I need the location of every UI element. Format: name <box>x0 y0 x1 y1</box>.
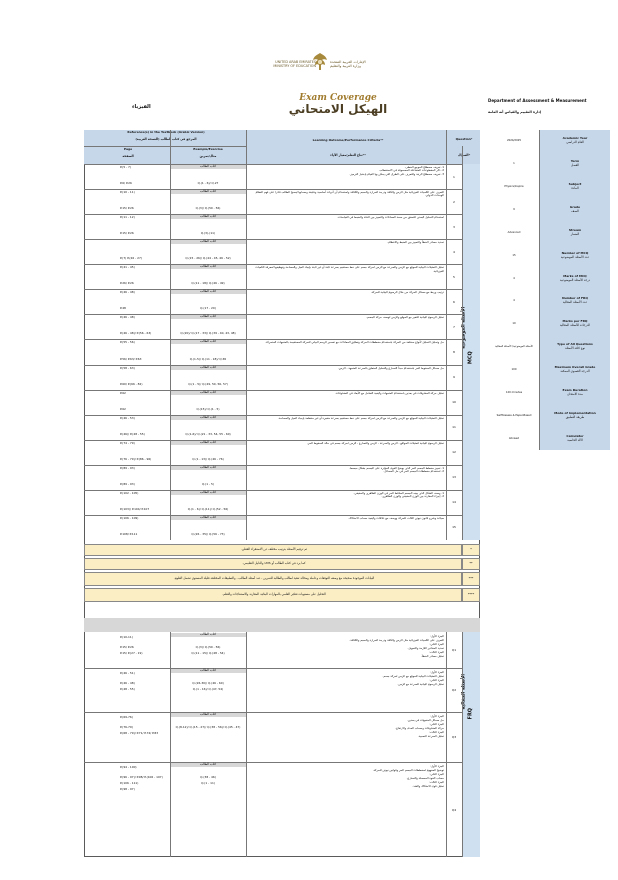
learning-outcome: تحليل التمثيلات البيانية للموقع مع الزمن والسرعة مع الزمن لحركة جسم على خط مستقيم بسرعة متغيرة أو غير منتظمة بإيجاد الميل والمساحة. <box>277 415 444 420</box>
header-divider <box>84 146 246 147</box>
note-mark: **** <box>467 592 475 596</box>
question-number: 10 <box>452 400 456 405</box>
side-value: 4 <box>513 276 515 280</box>
example-header-ar: مثال/تمرين <box>199 154 217 158</box>
side-label-en: Number of FRQ <box>562 296 588 301</box>
note-text: ثم ترقيم الأسئلة بترتيب مختلف عن الاستقراء الفعلي. <box>240 547 308 551</box>
page-ref-2: P.(46 - 48)/ P.(56 - 63) <box>120 331 152 336</box>
side-label-en: Grade <box>569 205 581 209</box>
outcome-header: Learning Outcome/Performance Criteria** <box>312 138 384 142</box>
question-number: 4 <box>453 249 455 254</box>
side-value: Physics/Inspire <box>504 185 524 189</box>
mcq-label-ar: الأسئلة الموضوعية <box>461 306 467 349</box>
side-label-ar: نوع كافة الأسئلة <box>564 346 586 351</box>
side-value: 10 <box>512 322 516 326</box>
moe-name-en: MINISTRY OF EDUCATION <box>273 64 316 68</box>
title-en: Exam Coverage <box>299 93 377 103</box>
learning-outcome: 1. وصف الشكل الذي يبينه الجسم الساقط الحر في الوزن الظاهري والحقيقي. 2. إجراء المقارنة بين الوزن الحقيقي والوزن الظاهري. <box>353 490 444 499</box>
question-number: 2 <box>453 199 455 204</box>
exercise-ref: Q.(1 - 5)/ Q.(49, 50, 56, 57) <box>188 381 228 386</box>
side-label-ar: الآلة الحاسبة <box>567 437 583 442</box>
side-label-en: Type of All Questions <box>557 342 593 347</box>
side-label-en: Marks of MCQ <box>563 273 587 278</box>
question-number: Q2 <box>451 688 457 692</box>
learning-outcome: تحديد مصادر الخطأ والتمييز بين الضبط والانتظام. <box>387 240 444 245</box>
mcq-label-en: MCQ <box>467 351 474 365</box>
side-label-ar: المسار <box>570 231 580 236</box>
question-number: 6 <box>453 299 455 304</box>
page-ref-2: P.(103)/ P.104/ P.107 <box>120 506 150 511</box>
frq-label-ar: الأسئلة المقالية <box>461 673 467 710</box>
page-header: Page <box>123 147 133 151</box>
book-label: كتاب الطالب <box>199 189 216 194</box>
side-value: 1 <box>513 162 515 166</box>
uae-name-en: UNITED ARAB EMIRATES <box>275 60 316 64</box>
page-ref-2: P.15/ P.26 P.15/ P.(27 - 19) <box>120 645 143 655</box>
question-number: 5 <box>453 274 455 279</box>
page-ref-1: P.(74 - 79) <box>120 440 135 445</box>
question-number: 11 <box>452 425 456 430</box>
side-label-en: Subject <box>568 182 582 187</box>
page-ref-1: P.(46 - 51) <box>120 671 135 675</box>
side-label-ar: طريقة التطبيق <box>565 414 585 419</box>
side-label-ar: عدد الأسئلة الموضوعية <box>560 254 590 259</box>
side-label-ar: المادة <box>571 186 579 191</box>
side-label-ar: الدرجات للأسئلة المقالية <box>559 323 591 328</box>
side-value: Allowed <box>508 436 520 440</box>
exercise-ref: Q.(3)/ Q.(50 - 56) Q.(11 - 15)/ Q.(48 - 54) <box>191 645 225 655</box>
page-ref-2: P.48 <box>120 306 126 311</box>
outcome-header-ar: نتاج التعلم/معيار الأداء** <box>330 153 366 157</box>
side-label-en: Marks per FRQ <box>562 319 588 324</box>
page-ref-2: P.(96 - 97)/ P.98/ P.(106 - 107) P.(106 - 111) P.(98 - 97) <box>120 775 163 791</box>
page-ref-2: P.60/ P.(66 - 82) <box>120 381 143 386</box>
exercise-ref: Q.(26 - 35)/ Q.(56 - 73) <box>191 532 225 536</box>
side-label-en: Stream <box>568 227 582 232</box>
row-divider <box>84 712 462 713</box>
table-header-row <box>84 130 480 164</box>
page-ref-2: P.(7) P.(26 - 27) <box>120 256 142 261</box>
book-label: كتاب الطالب <box>199 464 216 469</box>
page-ref-2: P.(46)/ P.(48 - 55) <box>120 431 145 436</box>
page-ref-2: P.6/ P.26 <box>120 181 132 186</box>
example-header: Example/Exercise <box>193 147 223 151</box>
side-value: 100 <box>511 368 517 371</box>
question-number: 15 <box>452 525 456 530</box>
question-number: 1 <box>453 174 455 179</box>
col-divider <box>246 632 247 857</box>
learning-outcome: حل مسائل السقوط الحر باستخدام مبدأ التسارع والتحليل المتعلق بالسرعة المتجهة - الزمن. <box>337 365 444 370</box>
department-name-ar: إدارة التقييم والقياس أنه العامة <box>488 110 542 114</box>
book-label: كتاب الطالب <box>199 389 216 394</box>
page-ref-1: P.(89 - 93) <box>120 465 135 470</box>
col-divider <box>170 130 171 540</box>
side-label-en: Mode of Implementation <box>554 410 596 415</box>
page-ref-1: P.(106 - 109) <box>120 515 139 520</box>
side-label-en: Number of MCQ <box>561 250 589 255</box>
exercise-ref: Q.(17 - 20) <box>200 306 216 311</box>
side-label-ar: الصف <box>571 209 579 213</box>
reference-header-ar: المرجع في كتاب الطالب (النسخة العربية) <box>135 137 197 141</box>
subject-name: الفيزياء <box>132 104 151 110</box>
exercise-ref: Q.(3)-(11) <box>200 231 216 236</box>
question-header-ar: السؤال* <box>457 153 471 157</box>
side-value: 4 <box>513 299 515 303</box>
book-label: كتاب الطالب <box>199 264 216 269</box>
note-mark: *** <box>468 576 474 580</box>
side-value: SwiftAssess & Paper-Based <box>496 413 532 417</box>
exercise-ref: Q.(3)/ Q.(50 - 56) <box>195 206 221 211</box>
side-label-ar: مدة الامتحان <box>567 391 583 396</box>
book-label: كتاب الطالب <box>199 414 216 419</box>
side-label-ar: العام الدراسي <box>566 140 584 145</box>
side-label-en: Academic Year <box>562 136 588 141</box>
exercise-ref: Q.(1-6)/ Q.(21 - 33, 54, 55 - 60) <box>185 431 231 436</box>
title-ar: الهيكل الامتحاني <box>288 102 388 116</box>
reference-header: Reference(s) in the Textbook (Arabic Version) <box>127 130 205 134</box>
ministry-name-en <box>236 60 316 68</box>
question-number: 8 <box>453 350 455 354</box>
page-ref-2: P.56/ P.63/ P.63 <box>120 356 142 361</box>
learning-outcome: تحليل الرسوم البيانية للتغير مع الموقع والزمن لوصف حركة الجسم. <box>366 315 444 320</box>
side-value: 15 <box>512 253 516 257</box>
side-label-en: Exam Duration <box>562 387 588 392</box>
question-number: 7 <box>453 324 455 329</box>
note-text: كما يرد في كتاب الطالب أو LMS والدليل التعليمي. <box>242 561 306 565</box>
exercise-ref: Q.(1 - 13)/ Q.(46 - 76) <box>192 456 224 461</box>
book-label: كتاب الطالب <box>199 712 216 716</box>
side-label-en: Maximum Overall Grade <box>554 365 596 369</box>
learning-outcome: الجزء الأول: تحليل التمثيلات البيانية للموقع مع الزمن لحركة جسم. الجزء الثاني: تحليل الرسوم البيانية للسرعة مع الزمن. <box>382 670 444 686</box>
book-label: كتاب الطالب <box>199 214 216 219</box>
side-label-ar: الفصل <box>570 163 580 168</box>
question-number: 12 <box>452 450 456 455</box>
book-label: كتاب الطالب <box>199 514 216 519</box>
side-label-ar: الدرجة القصوى الممكنة <box>560 369 590 373</box>
exercise-ref: Q.(15 - 26)/ Q.(44 - 45, 46 - 52) <box>185 256 231 261</box>
exercise-ref: Q.(1 - 5) <box>201 481 214 486</box>
question-header: Question* <box>455 137 473 141</box>
side-value: 9 <box>513 208 515 211</box>
exercise-ref: Q.(15)/ Q.(1 - 5) <box>196 406 220 411</box>
note-text: التحليل على مستويات تفكير العلمي بالمهارات البنائية المقارنة والاستنتاجات والتعلم. <box>222 592 326 596</box>
learning-outcome: التعرف على الكميات الفيزيائية مثل الزمن والكتلة ودرجة الحرارة والحجم والكثافة واستخدام أي أدوات أساسية ودقيقة وحسابها ليصبح الطالب قادرا على فهم النظام الوحدات الدولي. <box>255 190 444 198</box>
learning-outcome: الجزء الأول: حل مسائل المتجهات في بعدين. الجزء الثاني: حركة المقذوفات وحساب المدى والارتفاع. الجزء الثالث: تحليل السرعة النسبية. <box>395 714 444 738</box>
question-number: 3 <box>453 224 455 229</box>
row-divider <box>84 668 462 669</box>
page-ref-2: P.(76-79) P.(68 - 79)/ P.71/ P.74/ P.83 <box>120 725 159 735</box>
learning-outcome: الجزء الأول: التعرف على الكميات الفيزيائية مثل الزمن والكتلة ودرجة الحرارة والحجم والكثافة. الجزء الثاني: تحديد المقادير اللازمة والتحويل. الجزء الثالث: تحليل مصادر الخطأ. <box>349 634 444 658</box>
question-number: 9 <box>453 375 455 380</box>
exercise-ref: Q.(1-5)/ Q.(11 - 18)/ Q.65 <box>189 356 227 361</box>
page-ref-2: P.62 <box>120 406 126 411</box>
page-ref-1: P.(69-76) <box>120 715 133 719</box>
learning-outcome: 1. تعريف مصطلح الموجع الخطى. 2. ذكر المقطوعات المتفاعلة المسحوقة في الاستقطاب. 3. تعريف مصطلح الرتبة وللتعرف على الطرق التي يمكن بها القيام بإختبار الترميز. <box>349 165 444 176</box>
exercise-ref: Q.(8-12)/ Q.(15 - 27)/ Q.(38 - 56)/ Q.(45 - 47) <box>175 725 241 729</box>
exercise-ref: Q.(20)/ Q.(17 - 33)/ Q.(39 - 40, 43, 48) <box>180 331 236 336</box>
page-ref-1: P.(102 - 105) <box>120 490 139 495</box>
question-number: Q4 <box>451 807 457 812</box>
page-ref-1: P.(10 - 11) <box>120 190 135 195</box>
note-mark: * <box>470 547 472 551</box>
col-divider <box>446 130 447 540</box>
page-ref-1: P.(11 - 12) <box>120 215 135 220</box>
col-divider <box>446 632 447 857</box>
page-ref-2: P.(89 - 93) <box>120 481 135 486</box>
page-ref-2: P.15/ P.26 <box>120 231 134 236</box>
learning-outcome: ترتيب وربط مع مسائل الحركة من خلال الرسوم البيانية للحركة. <box>370 290 444 295</box>
side-label-en: Term <box>570 159 580 164</box>
side-value: 2024/2025 <box>506 139 522 143</box>
col-divider <box>170 632 171 857</box>
side-label-ar: عدد الأسئلة المقالية <box>562 300 588 305</box>
book-label: كتاب الطالب <box>199 314 216 319</box>
page-ref-1: P.(41 - 45) <box>120 265 135 270</box>
learning-outcome: استخدام التحليل البعدي للتحقق من صحة المعادلات والتمييز بين الدقة والضبط في القياسات. <box>337 215 444 220</box>
note-mark: ** <box>469 561 473 565</box>
page-ref-1: P.(5 - 7) <box>120 165 132 169</box>
book-label: كتاب الطالب <box>199 164 216 168</box>
question-number: Q1 <box>451 648 457 652</box>
learning-outcome: تحليل الرسوم البيانية لتمثيلات المواقع - الزمن والسرعة - الزمن والتسارع - الزمن لحركة جسم في حالة السقوط الحر. <box>306 440 444 445</box>
page-ref-1: P.(10-11) <box>120 635 133 639</box>
row-divider <box>84 762 462 763</box>
book-label: كتاب الطالب <box>199 239 216 244</box>
page-ref-2: P.26/ P.26 <box>120 281 134 286</box>
page-ref-2: P.(46 - 48) P.(48 - 55) <box>120 681 135 691</box>
side-label-en: Calculator <box>566 433 584 438</box>
learning-outcome: تحليل حركة المقذوفات في بعدين باستخدام المتجهات وكيفية التعامل مع الأبعاد في المقذوفات. <box>334 390 444 395</box>
book-label: كتاب الطالب <box>199 289 216 294</box>
page-ref-2: P.(76 - 79)/ P.(86 - 96) <box>120 456 152 461</box>
note-text: البيانات الموجودة صحيحة مع وصف التوقعات وعاملة ومحالة تنفيذ لطالب والطالبة للتمرين ، عند أسئلة الطالب ، والتطبيقات المختلفة قليلة المستوى تشمل العلوم. <box>173 576 375 580</box>
book-label: كتاب الطالب <box>199 364 216 369</box>
page-ref-1: P.(46 - 53) <box>120 415 135 420</box>
page-ref-1: P.(46 - 48) <box>120 315 135 320</box>
page-ref-1: P.62 <box>120 390 126 395</box>
book-label: كتاب الطالب <box>199 668 216 672</box>
page-header-ar: الصفحة <box>122 154 134 158</box>
book-label: كتاب الطالب <box>199 632 216 636</box>
exercise-ref: Q.(1 - 6)/ Q.(11)/ Q.(52 - 56) <box>187 506 229 511</box>
learning-outcome: 1. تمييز مخطط الجسم الحر الذي يوضح القوى المؤثرة على الجسم بشكل مبسط. 2. استخدام مخططات الجسم الحر في حل المسائل. <box>349 465 444 474</box>
learning-outcome: حل وتحليل التحليل لأنواع مختلفة من الحركة باستخدام مخططات الحركة وتطابق المعادلات مع تفسير الرسم البياني للحركة المستقيمة بالمتجهات المتحركة. <box>265 340 444 345</box>
exercise-ref: Q.(38 - 46) Q.(1 - 11) <box>200 775 216 785</box>
book-label: كتاب الطالب <box>199 339 216 344</box>
learning-outcome: تحليل التمثيلات البيانية للموقع مع الزمن والسرعة مع الزمن لحركة جسم على خط مستقيم بسرعة ثابتة أو غير ثابتة بإيجاد الميل والمساحة وتوظيفها لمعرفة الكميات الفيزيائية. <box>255 265 444 273</box>
side-value: Advanced <box>507 230 521 234</box>
question-number: Q3 <box>451 735 457 739</box>
moe-name-ar: وزارة التربية والتعليم <box>330 64 361 68</box>
page-ref-1: P.(55 - 56) <box>120 340 135 345</box>
page-ref-2: P.15/ P.26 <box>120 206 134 211</box>
page-ref-2: P.108/ P.111 <box>120 532 138 536</box>
learning-outcome: صياغة وشرح قانون نيوتن الثالث للحركة ووصف مع علاقات وكيفية حساب الاحتكاك. <box>348 515 444 520</box>
exercise-ref: Q.(1 - 6)/ Q.27 <box>197 181 219 186</box>
side-value: الأسئلة الموضوعية/ الأسئلة المقالية <box>495 345 533 349</box>
book-label: كتاب الطالب <box>199 489 216 494</box>
book-label: كتاب الطالب <box>199 762 216 766</box>
exercise-ref: Q.(11 - 18)/ Q.(46 - 49) <box>191 281 225 286</box>
frq-separator <box>84 618 480 632</box>
frq-label-en: FRQ <box>467 707 474 720</box>
question-number: 13 <box>452 475 456 480</box>
department-name-en: Department of Assessment & Measurement <box>488 98 587 103</box>
question-number: 14 <box>452 500 456 505</box>
page-ref-1: P.(58 - 63) <box>120 365 135 370</box>
side-label-ar: درجة الأسئلة الموضوعية <box>559 277 591 282</box>
ministry-name-ar <box>330 60 390 68</box>
side-value: 120 minutes <box>505 390 523 394</box>
book-label: كتاب الطالب <box>199 439 216 444</box>
col-divider <box>246 130 247 540</box>
learning-outcome: الجزء الأول: توضيح المفهوم لمخططات الجسم الحر وقوانين نيوتن للحركة. الجزء الثاني: حساب القوة المحصلة والتسارع. الجزء الثالث: تحليل قوى الاحتكاك والشد. <box>372 764 444 788</box>
page-ref-1: P.(94 - 100) <box>120 765 137 769</box>
exercise-ref: Q.(26-30)/ Q.(46 - 60) Q.(1 - 16)/ Q.(47, 54) <box>192 681 224 691</box>
uae-name-ar: الإمارات العربية المتحدة <box>330 60 366 64</box>
page-ref-1: P.(46 - 48) <box>120 290 135 295</box>
